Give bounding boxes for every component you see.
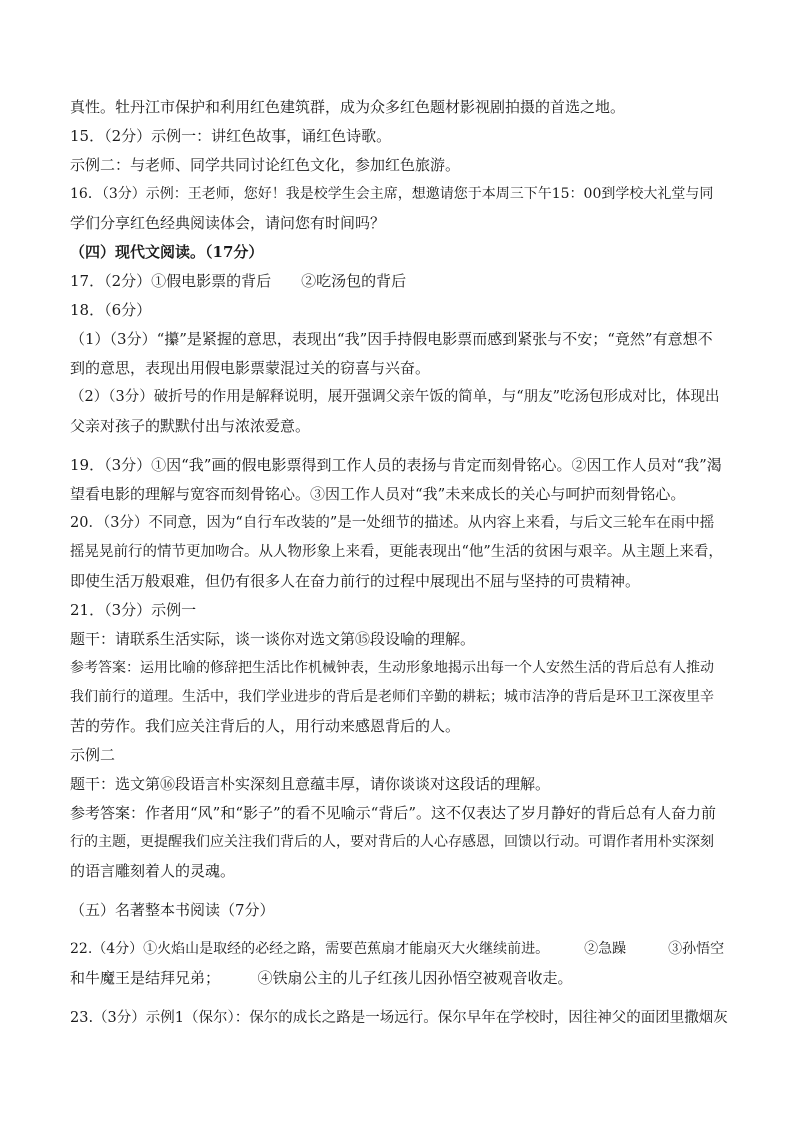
text-line: 和牛魔王是结拜兄弟； ④铁扇公主的儿子红孩儿因孙悟空被观音收走。 <box>70 969 573 987</box>
text-line: 题干：请联系生活实际，谈一谈你对选文第⑮段设喻的理解。 <box>70 630 476 648</box>
text-line: 21．（3分）示例一 <box>70 601 197 619</box>
text-line: 父亲对孩子的默默付出与浓浓爱意。 <box>70 417 311 435</box>
text-line: 即使生活万般艰难，但仍有很多人在奋力前行的过程中展现出不屈与坚持的可贵精神。 <box>70 572 641 590</box>
text-line: 示例二 <box>70 746 116 764</box>
text-line: 23.（3分）示例1（保尔）：保尔的成长之路是一场远行。保尔早年在学校时，因往神父的面团里撒烟灰 <box>70 1010 728 1026</box>
text-line: 真性。牡丹江市保护和利用红色建筑群，成为众多红色题材影视剧拍摄的首选之地。 <box>70 98 626 116</box>
text-line: 17．（2分）①假电影票的背后 ②吃汤包的背后 <box>70 272 407 290</box>
text-line: （2）（3分）破折号的作用是解释说明，展开强调父亲午饭的简单，与“朋友”吃汤包形成对比，体现出 <box>70 389 720 405</box>
text-line: 参考答案：运用比喻的修辞把生活比作机械钟表，生动形象地揭示出每一个人安然生活的背后总有人推动 <box>70 660 714 676</box>
text-line: 我们前行的道理。生活中，我们学业进步的背后是老师们辛勤的耕耘；城市洁净的背后是环卫工深夜里辛 <box>70 689 714 705</box>
text-line: 19．（3分）①因“我”画的假电影票得到工作人员的表扬与肯定而刻骨铭心。②因工作人员对“我”渴 <box>70 456 722 474</box>
text-line: 望看电影的理解与宽容而刻骨铭心。③因工作人员对“我”未来成长的关心与呵护而刻骨铭心。 <box>70 485 686 503</box>
text-line: 示例二：与老师、同学共同讨论红色文化，参加红色旅游。 <box>70 156 461 174</box>
text-line: 18．（6分） <box>70 301 152 319</box>
text-line: 参考答案：作者用“风”和“影子”的看不见喻示“背后”。这不仅表达了岁月静好的背后总有人奋力前 <box>70 804 717 822</box>
text-line: 摇晃晃前行的情节更加吻合。从人物形象上来看，更能表现出“他”生活的贫困与艰辛。从主题上来看， <box>70 544 723 560</box>
text-line: （1）（3分）“攥”是紧握的意思，表现出“我”因手持假电影票而感到紧张与不安；“竟然”有意想不 <box>70 330 713 348</box>
text-line: 22.（4分）①火焰山是取经的必经之路，需要芭蕉扇才能扇灭大火继续前进。 ②急躁 ③孙悟空 <box>70 941 725 957</box>
text-line: 的语言雕刻着人的灵魂。 <box>70 862 236 880</box>
text-line: 苦的劳作。我们应关注背后的人，用行动来感恩背后的人。 <box>70 717 461 735</box>
section-heading: （四）现代文阅读。（17分） <box>70 243 264 261</box>
text-line: 16．（3分）示例：王老师，您好！我是校学生会主席，想邀请您于本周三下午15：00到学校大礼堂与同 <box>70 186 714 202</box>
text-line: 行的主题，更提醒我们应关注我们背后的人，要对背后的人心存感恩，回馈以行动。可谓作者用朴实深刻 <box>70 834 714 850</box>
text-line: 到的意思，表现出用假电影票蒙混过关的窃喜与兴奋。 <box>70 359 431 377</box>
text-line: 学们分享红色经典阅读体会，请问您有时间吗？ <box>70 214 386 232</box>
text-line: 20．（3分）不同意，因为“自行车改装的”是一处细节的描述。从内容上来看，与后文三轮车在雨中摇 <box>70 515 715 531</box>
text-line: 题干：选文第⑯段语言朴实深刻且意蕴丰厚，请你谈谈对这段话的理解。 <box>70 775 551 793</box>
section-heading: （五）名著整本书阅读（7分） <box>70 901 275 919</box>
text-line: 15．（2分）示例一：讲红色故事，诵红色诗歌。 <box>70 127 392 145</box>
